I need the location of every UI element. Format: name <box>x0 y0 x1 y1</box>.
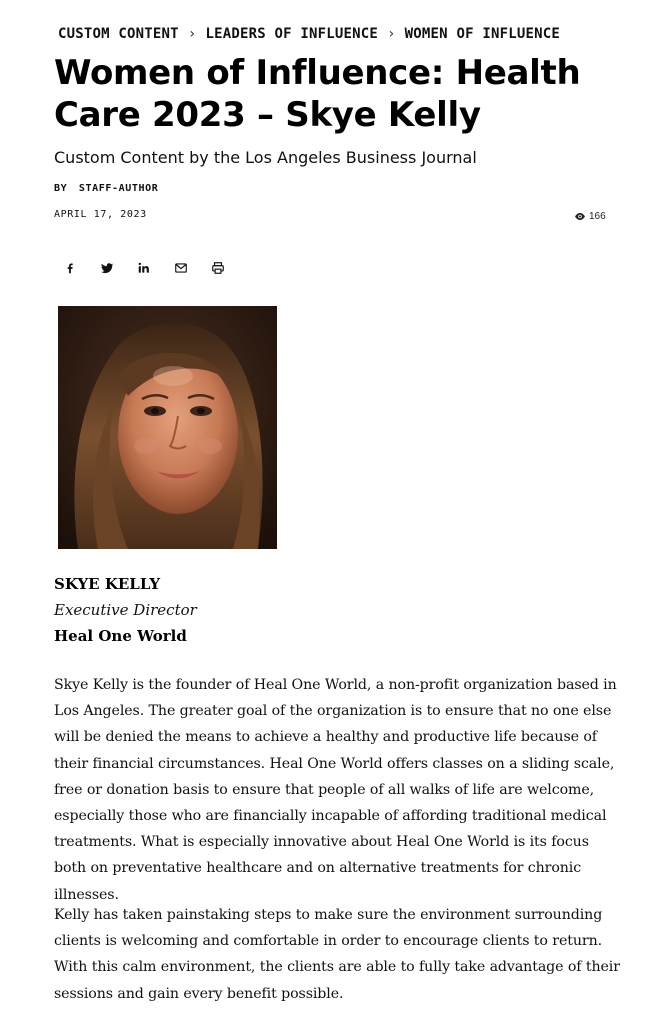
share-facebook-button[interactable] <box>56 259 93 277</box>
print-icon <box>211 261 225 275</box>
publish-date: APRIL 17, 2023 <box>54 209 147 220</box>
article-title: Women of Influence: Health Care 2023 – Skye Kelly <box>54 53 581 135</box>
share-email-button[interactable] <box>167 259 204 277</box>
facebook-icon <box>63 261 77 275</box>
view-count-value: 166 <box>589 211 606 222</box>
profile-organization: Heal One World <box>54 627 187 645</box>
profile-name: SKYE KELLY <box>54 575 161 593</box>
breadcrumb-item-custom-content[interactable]: CUSTOM CONTENT <box>58 26 179 42</box>
author-link[interactable]: STAFF-AUTHOR <box>78 183 159 194</box>
view-count <box>574 211 606 222</box>
share-twitter-button[interactable] <box>93 259 130 277</box>
share-bar <box>56 259 241 277</box>
article-subtitle: Custom Content by the Los Angeles Business Journal <box>54 148 477 167</box>
breadcrumb <box>58 26 560 42</box>
chevron-right-icon: › <box>387 26 396 42</box>
profile-role: Executive Director <box>54 601 197 619</box>
profile-photo <box>58 306 277 549</box>
portrait-image <box>58 306 277 549</box>
print-button[interactable] <box>204 259 241 277</box>
body-paragraph: Kelly has taken painstaking steps to make sure the environment surrounding clients is welcoming and comfortable in order to encourage clients to return. With this calm environment, the clients are able to fully take advantage of their sessions and gain every benefit possible. <box>54 907 620 1002</box>
twitter-icon <box>100 261 114 275</box>
breadcrumb-item-leaders-of-influence[interactable]: LEADERS OF INFLUENCE <box>205 26 379 42</box>
chevron-right-icon: › <box>187 26 197 42</box>
email-icon <box>174 261 188 275</box>
byline <box>54 183 158 194</box>
share-linkedin-button[interactable] <box>130 259 167 277</box>
eye-icon <box>574 212 586 221</box>
body-paragraph: Skye Kelly is the founder of Heal One World, a non-profit organization based in Los Angeles. The greater goal of the organization is to ensure that no one else will be denied the means to achieve a healthy and productive life because of their financial circumstances. Heal One World offers classes on a sliding scale, free or donation basis to ensure that people of all walks of life are welcome, especially those who are financially incapable of affording traditional medical treatments. What is especially innovative about Heal One World is its focus both on preventative healthcare and on alternative treatments for chronic illnesses. <box>54 677 617 903</box>
by-label: BY <box>54 183 68 194</box>
linkedin-icon <box>137 261 151 275</box>
breadcrumb-item-women-of-influence[interactable]: WOMEN OF INFLUENCE <box>404 26 560 42</box>
